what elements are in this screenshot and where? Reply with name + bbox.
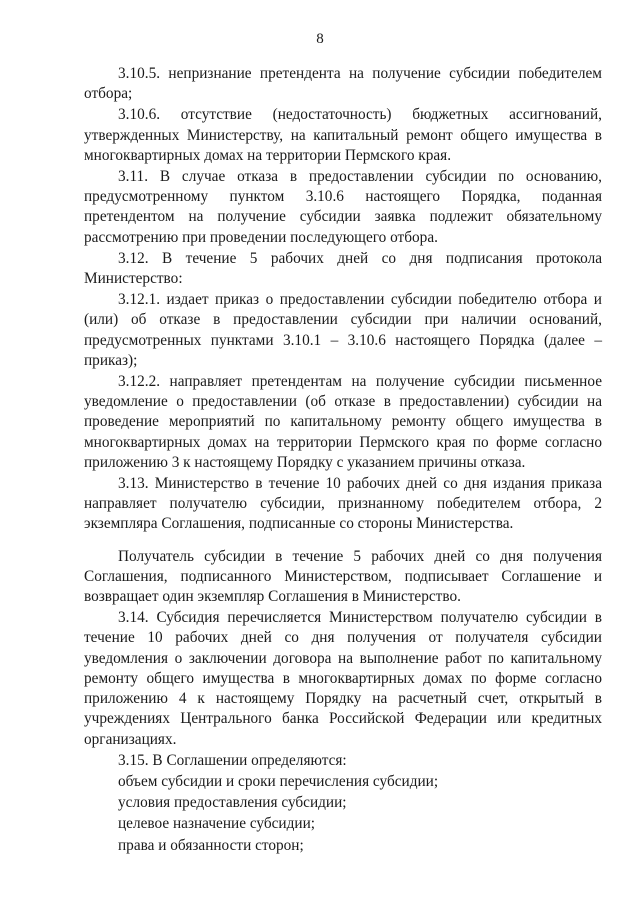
paragraph-3-10-5: 3.10.5. непризнание претендента на получение субсидии победителем отбора; <box>84 65 602 103</box>
document-body <box>84 64 602 856</box>
page-number: 8 <box>316 31 324 47</box>
list-item-purpose: целевое назначение субсидии; <box>118 815 316 833</box>
paragraph-3-10-6: 3.10.6. отсутствие (недостаточность) бюджетных ассигнований, утвержденных Министерству, на капитальный ремонт общего имущества в многоквартирных домах на территории Пермского края. <box>84 106 602 164</box>
paragraph-3-12-2: 3.12.2. направляет претендентам на получение субсидии письменное уведомление о предоставлении (об отказе в предоставлении) субсидии на проведение мероприятий по капитальному ремонту общего имущества в многоквартирных домах на территории Пермского края по форме согласно приложению 3 к настоящему Порядку с указанием причины отказа. <box>84 373 602 471</box>
paragraph-3-12: 3.12. В течение 5 рабочих дней со дня подписания протокола Министерство: <box>84 249 602 288</box>
paragraph-3-14: 3.14. Субсидия перечисляется Министерством получателю субсидии в течение 10 рабочих дней со дня получения от получателя субсидии уведомления о заключении договора на выполнение работ по капитальному ремонту общего имущества в многоквартирных домах по форме согласно приложению 4 к настоящему Порядку на расчетный счет, открытый в учреждениях Центрального банка Российской Федерации или кредитных организациях. <box>84 609 602 748</box>
list-item-conditions: условия предоставления субсидии; <box>118 794 347 812</box>
paragraph-3-15: 3.15. В Соглашении определяются: <box>118 751 347 769</box>
paragraph-recipient-signing: Получатель субсидии в течение 5 рабочих дней со дня получения Соглашения, подписанного Министерством, подписывает Соглашение и возвращает один экземпляр Соглашения в Министерство. <box>84 547 602 606</box>
list-item-subsidy-amount: объем субсидии и сроки перечисления субсидии; <box>118 772 439 790</box>
paragraph-3-12-1: 3.12.1. издает приказ о предоставлении субсидии победителю отбора и (или) об отказе в предоставлении субсидии при наличии оснований, предусмотренных пунктами 3.10.1 – 3.10.6 настоящего Порядка (далее – приказ); <box>84 291 602 369</box>
paragraph-3-13: 3.13. Министерство в течение 10 рабочих дней со дня издания приказа направляет получателю субсидии, признанному победителем отбора, 2 экземпляра Соглашения, подписанные со стороны Министерства. <box>84 475 602 533</box>
paragraph-3-11: 3.11. В случае отказа в предоставлении субсидии по основанию, предусмотренному пунктом 3.10.6 настоящего Порядка, поданная претендентом на получение субсидии заявка подлежит обязательному рассмотрению при проведении последующего отбора. <box>84 168 602 246</box>
list-item-rights: права и обязанности сторон; <box>118 836 304 854</box>
